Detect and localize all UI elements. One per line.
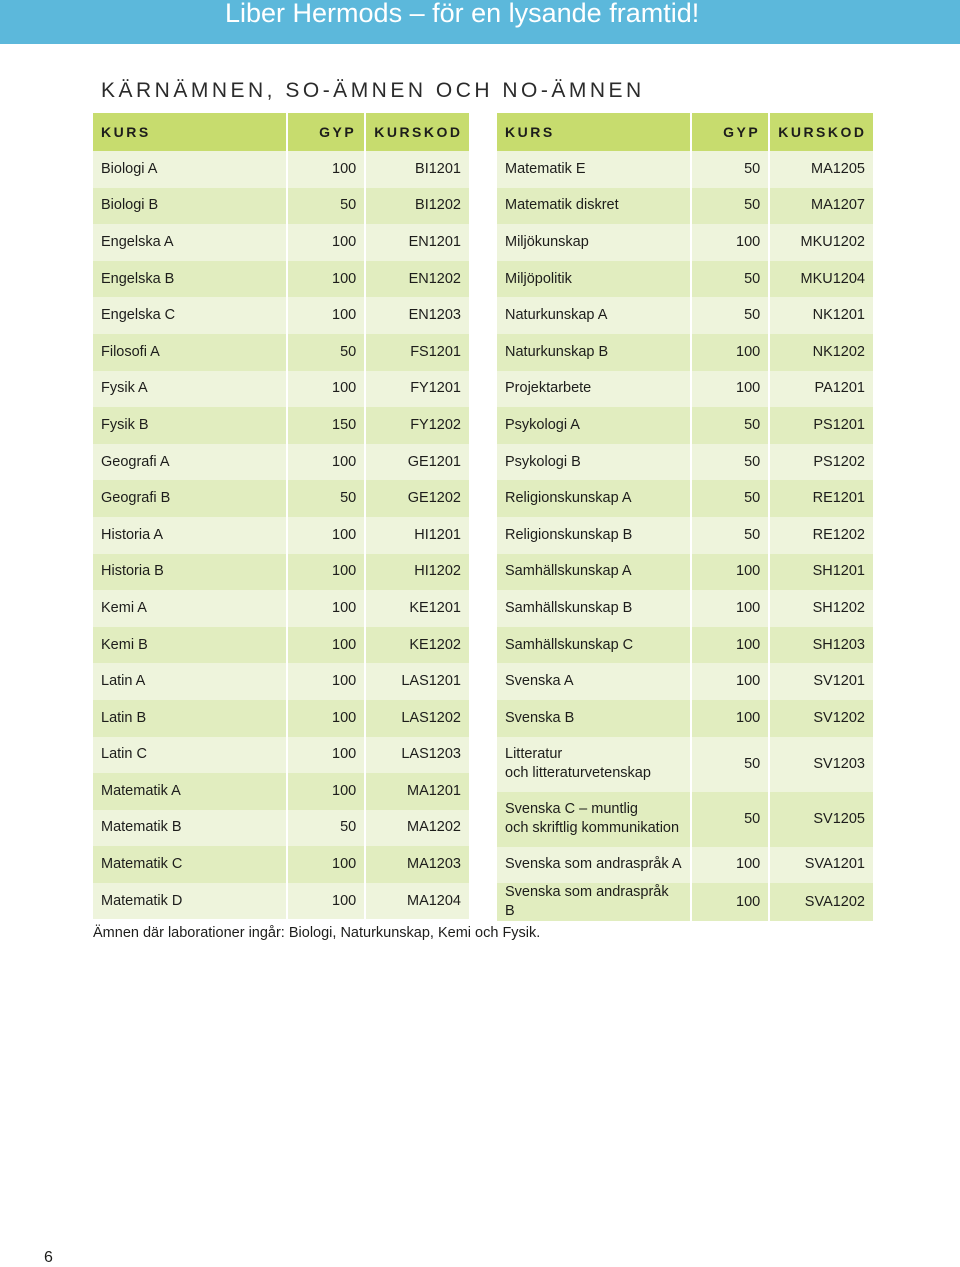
course-name: Historia B	[93, 554, 286, 591]
course-code: EN1202	[366, 261, 469, 298]
table-row	[497, 334, 873, 371]
table-row	[93, 407, 469, 444]
course-points: 100	[692, 627, 768, 664]
course-points: 100	[288, 554, 364, 591]
course-name: Projektarbete	[497, 371, 690, 408]
course-name: Kemi B	[93, 627, 286, 664]
course-points: 100	[692, 883, 768, 921]
course-code: MA1205	[770, 151, 873, 188]
course-name: Svenska A	[497, 663, 690, 700]
header-banner	[0, 0, 960, 44]
course-points: 100	[692, 700, 768, 737]
course-name: Svenska som andraspråk A	[497, 847, 690, 884]
course-points: 100	[692, 847, 768, 884]
course-table-right	[495, 113, 875, 921]
course-points: 100	[288, 590, 364, 627]
course-name: Samhällskunskap C	[497, 627, 690, 664]
table-row	[93, 297, 469, 334]
course-code: KE1201	[366, 590, 469, 627]
table-row	[497, 261, 873, 298]
table-row	[93, 627, 469, 664]
table-row	[93, 846, 469, 883]
course-points: 100	[288, 224, 364, 261]
table-row	[497, 371, 873, 408]
course-code: MA1203	[366, 846, 469, 883]
column-header-code: KURSKOD	[770, 113, 873, 151]
course-name: Psykologi A	[497, 407, 690, 444]
course-code: NK1201	[770, 297, 873, 334]
course-points: 50	[692, 188, 768, 225]
course-code: FY1201	[366, 371, 469, 408]
course-name: Engelska C	[93, 297, 286, 334]
course-code: FS1201	[366, 334, 469, 371]
course-points: 50	[288, 810, 364, 847]
course-points: 50	[288, 480, 364, 517]
column-header-points: GYP	[692, 113, 768, 151]
course-code: SV1205	[770, 792, 873, 847]
course-points: 50	[692, 297, 768, 334]
course-code: SH1203	[770, 627, 873, 664]
course-code: RE1201	[770, 480, 873, 517]
course-name: Kemi A	[93, 590, 286, 627]
course-name: Religionskunskap B	[497, 517, 690, 554]
course-points: 100	[288, 883, 364, 920]
course-code: KE1202	[366, 627, 469, 664]
column-header-points: GYP	[288, 113, 364, 151]
page-number: 6	[44, 1249, 53, 1266]
course-points: 100	[692, 663, 768, 700]
column-header-course: KURS	[497, 113, 690, 151]
table-row	[497, 792, 873, 847]
course-name: Geografi A	[93, 444, 286, 481]
course-code: PS1202	[770, 444, 873, 481]
table-row	[497, 224, 873, 261]
course-name: Naturkunskap A	[497, 297, 690, 334]
table-row	[93, 737, 469, 774]
course-code: SV1201	[770, 663, 873, 700]
course-name: Religionskunskap A	[497, 480, 690, 517]
course-name-line: och skriftlig kommunikation	[505, 820, 680, 836]
course-points: 100	[288, 297, 364, 334]
course-code: SH1202	[770, 590, 873, 627]
course-name-line: och litteraturvetenskap	[505, 765, 651, 781]
course-points: 50	[692, 261, 768, 298]
course-name: Biologi B	[93, 188, 286, 225]
table-row	[93, 590, 469, 627]
course-code: HI1202	[366, 554, 469, 591]
course-name: Svenska som andraspråk B	[497, 883, 690, 921]
course-code: RE1202	[770, 517, 873, 554]
course-points: 100	[288, 371, 364, 408]
course-points: 100	[288, 444, 364, 481]
course-name: Latin C	[93, 737, 286, 774]
course-name: Svenska B	[497, 700, 690, 737]
course-points: 50	[692, 151, 768, 188]
course-name: Psykologi B	[497, 444, 690, 481]
course-code: BI1201	[366, 151, 469, 188]
table-row	[497, 700, 873, 737]
course-code: PS1201	[770, 407, 873, 444]
course-points: 100	[288, 737, 364, 774]
lab-note: Ämnen där laborationer ingår: Biologi, Naturkunskap, Kemi och Fysik.	[93, 925, 541, 941]
course-name: Miljöpolitik	[497, 261, 690, 298]
table-row	[93, 554, 469, 591]
column-header-course: KURS	[93, 113, 286, 151]
course-table-left	[91, 113, 471, 919]
course-points: 100	[692, 224, 768, 261]
course-code: MKU1204	[770, 261, 873, 298]
course-points: 100	[288, 846, 364, 883]
course-code: SVA1202	[770, 883, 873, 921]
table-row	[497, 554, 873, 591]
table-row	[93, 773, 469, 810]
course-points: 50	[692, 517, 768, 554]
table-row	[497, 847, 873, 884]
course-name: Miljökunskap	[497, 224, 690, 261]
course-code: MKU1202	[770, 224, 873, 261]
course-points: 100	[692, 590, 768, 627]
section-title: KÄRNÄMNEN, SO-ÄMNEN OCH NO-ÄMNEN	[101, 79, 645, 102]
course-points: 50	[692, 737, 768, 792]
table-row	[497, 444, 873, 481]
table-row	[93, 371, 469, 408]
course-points: 100	[288, 627, 364, 664]
table-row	[497, 151, 873, 188]
course-name	[497, 737, 690, 792]
course-code: MA1204	[366, 883, 469, 920]
course-points: 50	[692, 444, 768, 481]
course-name: Engelska B	[93, 261, 286, 298]
table-header-row	[93, 113, 469, 151]
course-points: 100	[288, 151, 364, 188]
table-row	[93, 224, 469, 261]
table-row	[93, 517, 469, 554]
course-points: 100	[692, 371, 768, 408]
course-code: FY1202	[366, 407, 469, 444]
course-points: 100	[288, 700, 364, 737]
course-name: Matematik E	[497, 151, 690, 188]
course-name: Matematik diskret	[497, 188, 690, 225]
course-code: LAS1202	[366, 700, 469, 737]
course-code: LAS1201	[366, 663, 469, 700]
course-name: Naturkunskap B	[497, 334, 690, 371]
table-row	[93, 700, 469, 737]
course-code: SH1201	[770, 554, 873, 591]
course-name: Geografi B	[93, 480, 286, 517]
table-row	[93, 883, 469, 920]
table-row	[497, 627, 873, 664]
course-points: 100	[692, 334, 768, 371]
table-row	[497, 517, 873, 554]
table-row	[497, 663, 873, 700]
course-code: EN1201	[366, 224, 469, 261]
course-code: PA1201	[770, 371, 873, 408]
table-row	[93, 261, 469, 298]
course-code: GE1201	[366, 444, 469, 481]
course-name: Fysik A	[93, 371, 286, 408]
course-points: 50	[692, 480, 768, 517]
course-name: Latin A	[93, 663, 286, 700]
course-code: MA1202	[366, 810, 469, 847]
course-name: Historia A	[93, 517, 286, 554]
course-name: Matematik D	[93, 883, 286, 920]
course-code: EN1203	[366, 297, 469, 334]
table-row	[497, 480, 873, 517]
course-code: MA1207	[770, 188, 873, 225]
course-points: 150	[288, 407, 364, 444]
course-code: BI1202	[366, 188, 469, 225]
course-points: 100	[692, 554, 768, 591]
table-header-row	[497, 113, 873, 151]
course-code: SVA1201	[770, 847, 873, 884]
course-name: Biologi A	[93, 151, 286, 188]
course-name: Samhällskunskap A	[497, 554, 690, 591]
course-points: 50	[692, 407, 768, 444]
table-row	[93, 151, 469, 188]
banner-title: Liber Hermods – för en lysande framtid!	[225, 0, 700, 28]
course-name-line: Svenska C – muntlig	[505, 801, 638, 817]
table-row	[497, 407, 873, 444]
course-code: LAS1203	[366, 737, 469, 774]
course-points: 100	[288, 663, 364, 700]
course-code: SV1202	[770, 700, 873, 737]
table-row	[93, 444, 469, 481]
table-row	[497, 297, 873, 334]
course-name: Engelska A	[93, 224, 286, 261]
column-header-code: KURSKOD	[366, 113, 469, 151]
table-row	[497, 737, 873, 792]
course-name: Fysik B	[93, 407, 286, 444]
table-row	[93, 188, 469, 225]
course-name: Matematik C	[93, 846, 286, 883]
course-points: 100	[288, 261, 364, 298]
course-points: 100	[288, 517, 364, 554]
course-name: Samhällskunskap B	[497, 590, 690, 627]
course-points: 50	[288, 188, 364, 225]
course-name: Matematik A	[93, 773, 286, 810]
course-name: Latin B	[93, 700, 286, 737]
course-name: Matematik B	[93, 810, 286, 847]
table-row	[93, 663, 469, 700]
course-code: HI1201	[366, 517, 469, 554]
course-name: Filosofi A	[93, 334, 286, 371]
course-name-line: Litteratur	[505, 746, 563, 762]
course-points: 100	[288, 773, 364, 810]
table-row	[93, 334, 469, 371]
course-code: NK1202	[770, 334, 873, 371]
course-code: MA1201	[366, 773, 469, 810]
table-row	[497, 188, 873, 225]
course-code: GE1202	[366, 480, 469, 517]
table-row	[93, 810, 469, 847]
course-code: SV1203	[770, 737, 873, 792]
table-row	[93, 480, 469, 517]
course-points: 50	[288, 334, 364, 371]
table-row	[497, 883, 873, 921]
course-name	[497, 792, 690, 847]
table-row	[497, 590, 873, 627]
course-points: 50	[692, 792, 768, 847]
